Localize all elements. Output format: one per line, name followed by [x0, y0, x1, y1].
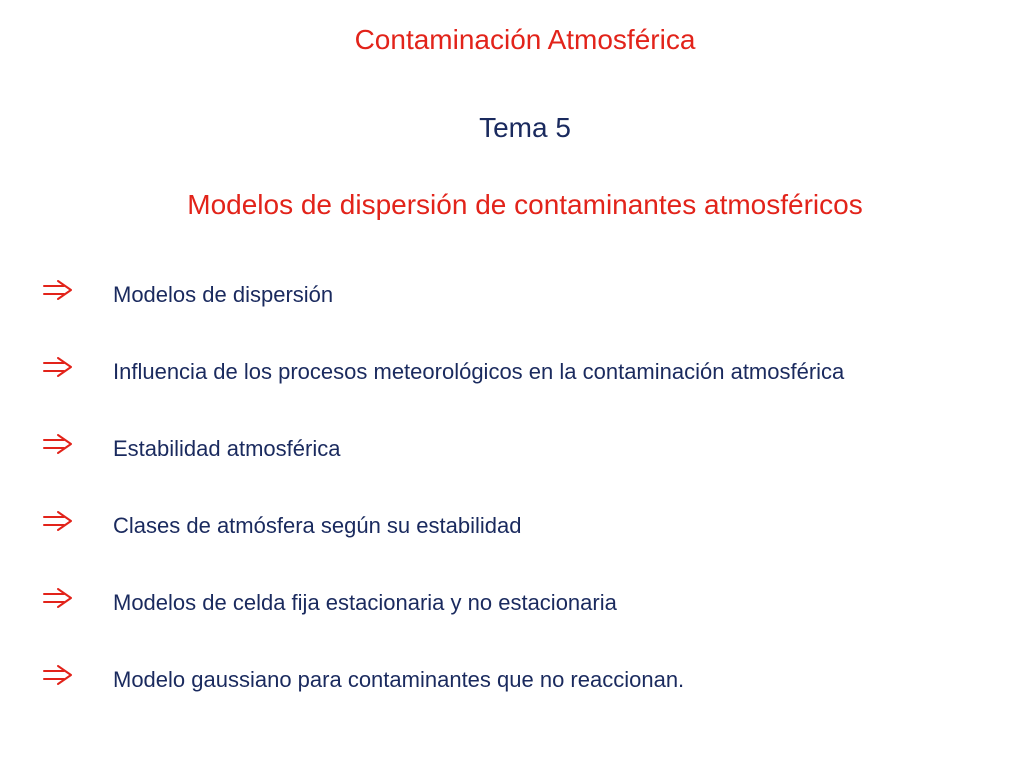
- list-item: [0, 588, 1024, 665]
- list-item-label: Modelos de celda fija estacionaria y no estacionaria: [113, 590, 617, 615]
- list-item-label: Modelo gaussiano para contaminantes que no reaccionan.: [113, 667, 685, 692]
- double-right-arrow-icon: [42, 586, 74, 610]
- double-right-arrow-icon: [42, 432, 74, 456]
- double-right-arrow-icon: [42, 663, 74, 687]
- list-item: [0, 434, 1024, 511]
- double-right-arrow-icon: [42, 355, 74, 379]
- double-right-arrow-icon: [42, 509, 74, 533]
- course-title: Contaminación Atmosférica: [354, 24, 696, 55]
- list-item-label: Modelos de dispersión: [113, 282, 334, 307]
- topic-outline-list: [0, 280, 1024, 742]
- list-item: [0, 511, 1024, 588]
- topic-number: Tema 5: [479, 112, 571, 143]
- list-item: [0, 280, 1024, 357]
- topic-title: Modelos de dispersión de contaminantes atmosféricos: [187, 189, 863, 220]
- list-item: [0, 357, 1024, 434]
- double-right-arrow-icon: [42, 278, 74, 302]
- list-item-label: Clases de atmósfera según su estabilidad: [113, 513, 522, 538]
- list-item: [0, 665, 1024, 742]
- list-item-label: Estabilidad atmosférica: [113, 436, 341, 461]
- list-item-label: Influencia de los procesos meteorológicos en la contaminación atmosférica: [113, 359, 845, 384]
